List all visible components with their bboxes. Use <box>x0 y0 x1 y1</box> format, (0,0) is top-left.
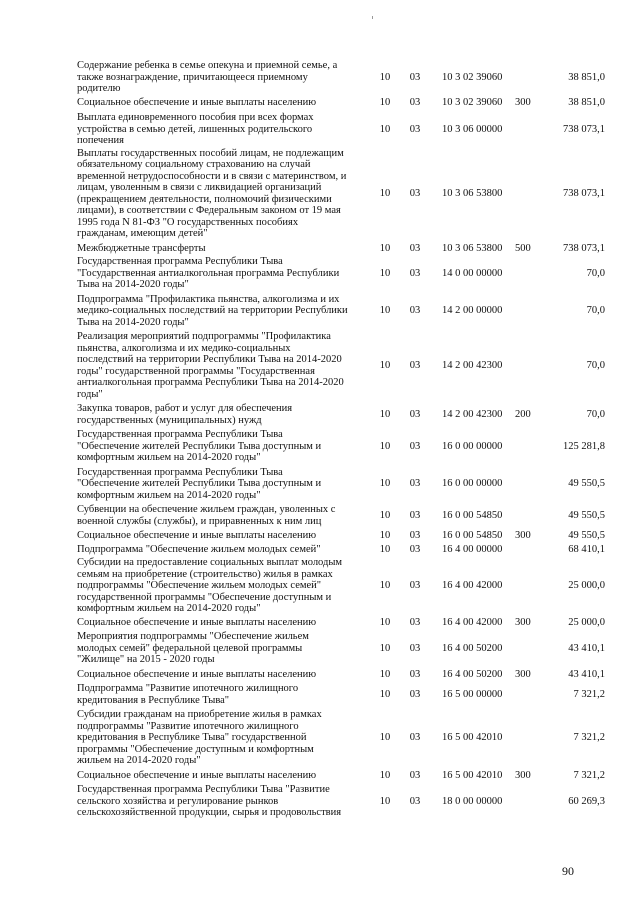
row-csr: 10 3 02 39060 <box>442 71 503 83</box>
table-row <box>0 331 640 400</box>
row-csr: 16 0 00 54850 <box>442 530 503 541</box>
table-row <box>0 784 640 819</box>
row-name: Социальное обеспечение и иные выплаты населению <box>77 668 317 680</box>
row-csr: 16 5 00 42010 <box>442 732 503 743</box>
row-amount: 68 410,1 <box>568 543 605 555</box>
row-name: Субсидии на предоставление социальных выплат молодым семьям на приобретение (строительство) жилья в рамках подпрограммы "Обеспечение жильем молодых семей" государственной программы "Обеспечение доступным и комфортным жильем на 2014-2020 годы" <box>77 557 343 614</box>
table-row <box>0 97 640 109</box>
table-row <box>0 530 640 542</box>
table-row <box>0 683 640 706</box>
table-row <box>0 467 640 502</box>
row-vr: 300 <box>515 668 531 680</box>
row-csr: 10 3 06 00000 <box>442 123 503 135</box>
row-vr: 300 <box>515 616 531 628</box>
row-rz: 10 <box>379 530 391 541</box>
row-amount: 738 073,1 <box>563 242 605 254</box>
row-rz: 10 <box>379 732 391 743</box>
row-pr: 03 <box>409 795 421 807</box>
row-amount: 49 550,5 <box>568 509 605 521</box>
row-amount: 38 851,0 <box>568 71 605 83</box>
row-rz: 10 <box>379 668 391 680</box>
table-row <box>0 294 640 329</box>
table-row <box>0 148 640 240</box>
row-amount: 49 550,5 <box>568 478 605 489</box>
row-csr: 10 3 06 53800 <box>442 187 503 199</box>
table-row <box>0 429 640 464</box>
table-row <box>0 709 640 767</box>
row-rz: 10 <box>379 795 391 807</box>
row-csr: 16 4 00 42000 <box>442 580 503 591</box>
table-row <box>0 60 640 95</box>
row-csr: 16 4 00 50200 <box>442 642 503 654</box>
table-row <box>0 403 640 426</box>
table-row <box>0 557 640 615</box>
row-pr: 03 <box>409 732 421 743</box>
row-rz: 10 <box>379 305 391 316</box>
row-csr: 16 4 00 42000 <box>442 616 503 628</box>
row-name: Социальное обеспечение и иные выплаты населению <box>77 530 317 541</box>
row-name: Субсидии гражданам на приобретение жилья в рамках подпрограммы "Развитие ипотечного жилищного кредитования в Республике Тыва" государственной программы "Обеспечение доступным и комфортным жильем на 2014-2020 годы" <box>77 709 322 766</box>
row-amount: 70,0 <box>586 305 605 316</box>
row-pr: 03 <box>409 668 421 680</box>
row-rz: 10 <box>379 71 391 83</box>
table-row <box>0 617 640 629</box>
row-amount: 738 073,1 <box>563 187 605 199</box>
row-pr: 03 <box>409 580 421 591</box>
table-row <box>0 504 640 527</box>
row-vr: 300 <box>515 96 531 108</box>
row-rz: 10 <box>379 242 391 254</box>
row-pr: 03 <box>409 616 421 628</box>
row-rz: 10 <box>379 616 391 628</box>
row-amount: 38 851,0 <box>568 96 605 108</box>
row-rz: 10 <box>379 267 391 279</box>
row-csr: 16 4 00 00000 <box>442 543 503 555</box>
row-name: Социальное обеспечение и иные выплаты населению <box>77 769 317 781</box>
row-csr: 14 2 00 00000 <box>442 305 503 316</box>
table-row <box>0 669 640 681</box>
row-amount: 60 269,3 <box>568 795 605 807</box>
budget-table <box>0 60 640 821</box>
row-name: Выплата единовременного пособия при всех формах устройства в семью детей, лишенных родительского попечения <box>77 112 314 146</box>
row-name: Подпрограмма "Профилактика пьянства, алкоголизма и их медико-социальных последствий на территории Республики Тыва на 2014-2020 годы" <box>77 293 348 328</box>
table-row <box>0 544 640 556</box>
row-rz: 10 <box>379 408 391 420</box>
row-pr: 03 <box>409 187 421 199</box>
row-rz: 10 <box>379 543 391 555</box>
row-name: Мероприятия подпрограммы "Обеспечение жильем молодых семей" федеральной целевой программы "Жилище" на 2015 - 2020 годы <box>77 631 309 665</box>
row-rz: 10 <box>379 642 391 654</box>
row-pr: 03 <box>409 769 421 781</box>
row-rz: 10 <box>379 688 391 700</box>
row-pr: 03 <box>409 242 421 254</box>
row-csr: 16 5 00 00000 <box>442 688 503 700</box>
row-rz: 10 <box>379 580 391 591</box>
row-name: Государственная программа Республики Тыва "Государственная антиалкогольная программа Республики Тыва на 2014-2020 годы" <box>77 256 340 290</box>
row-name: Реализация мероприятий подпрограммы "Профилактика пьянства, алкоголизма и их медико-социальных последствий на территории Республики Тыва на 2014-2020 годы" государственной программы "Государственная антиалкогольная программа Республики Тыва на 2014-2020 годы" <box>77 331 344 400</box>
row-pr: 03 <box>409 71 421 83</box>
row-csr: 14 2 00 42300 <box>442 408 503 420</box>
row-pr: 03 <box>409 543 421 555</box>
row-csr: 16 5 00 42010 <box>442 769 503 781</box>
row-name: Государственная программа Республики Тыва "Развитие сельского хозяйства и регулирование рынков сельскохозяйственной продукции, сырья и продовольствия <box>77 784 342 818</box>
row-name: Государственная программа Республики Тыва "Обеспечение жителей Республики Тыва доступным и комфортным жильем на 2014-2020 годы" <box>77 429 322 463</box>
row-name: Выплаты государственных пособий лицам, не подлежащим обязательному социальному страхованию на случай временной нетрудоспособности и в связи с материнством, и лицам, уволенным в связи с ликвидацией организаций (прекращением деятельности, полномочий физическими лицами), в соответствии с Федеральным законом от 19 мая 1995 года N 81-ФЗ "О государственных пособиях гражданам, имеющим детей" <box>77 147 347 239</box>
table-row <box>0 112 640 147</box>
row-pr: 03 <box>409 408 421 420</box>
row-amount: 25 000,0 <box>568 580 605 591</box>
row-vr: 300 <box>515 769 531 781</box>
table-row <box>0 631 640 666</box>
row-csr: 16 0 00 00000 <box>442 440 503 452</box>
row-rz: 10 <box>379 478 391 489</box>
row-name: Социальное обеспечение и иные выплаты населению <box>77 96 317 108</box>
row-amount: 70,0 <box>586 359 605 371</box>
row-name: Подпрограмма "Обеспечение жильем молодых семей" <box>77 543 321 555</box>
row-csr: 14 0 00 00000 <box>442 267 503 279</box>
row-amount: 7 321,2 <box>573 688 605 700</box>
row-csr: 18 0 00 00000 <box>442 795 503 807</box>
table-row <box>0 243 640 255</box>
table-row <box>0 256 640 291</box>
row-csr: 14 2 00 42300 <box>442 359 503 371</box>
scan-mark <box>372 16 373 19</box>
row-name: Социальное обеспечение и иные выплаты населению <box>77 616 317 628</box>
row-pr: 03 <box>409 688 421 700</box>
row-pr: 03 <box>409 440 421 452</box>
row-pr: 03 <box>409 305 421 316</box>
row-pr: 03 <box>409 478 421 489</box>
row-amount: 7 321,2 <box>573 732 605 743</box>
row-name: Государственная программа Республики Тыва "Обеспечение жителей Республики Тыва доступным и комфортным жильем на 2014-2020 годы" <box>77 466 322 501</box>
row-name: Субвенции на обеспечение жильем граждан, уволенных с военной службы (службы), и приравненных к ним лиц <box>77 504 336 527</box>
row-rz: 10 <box>379 359 391 371</box>
row-pr: 03 <box>409 96 421 108</box>
row-amount: 49 550,5 <box>568 530 605 541</box>
row-amount: 43 410,1 <box>568 642 605 654</box>
table-row <box>0 770 640 782</box>
row-rz: 10 <box>379 769 391 781</box>
row-csr: 16 0 00 54850 <box>442 509 503 521</box>
row-amount: 43 410,1 <box>568 668 605 680</box>
row-csr: 10 3 06 53800 <box>442 242 503 254</box>
row-name: Межбюджетные трансферты <box>77 242 206 254</box>
row-pr: 03 <box>409 123 421 135</box>
row-vr: 200 <box>515 408 531 420</box>
row-pr: 03 <box>409 267 421 279</box>
row-name: Подпрограмма "Развитие ипотечного жилищного кредитования в Республике Тыва" <box>77 683 299 706</box>
row-rz: 10 <box>379 123 391 135</box>
row-amount: 125 281,8 <box>563 440 605 452</box>
row-rz: 10 <box>379 96 391 108</box>
row-csr: 16 0 00 00000 <box>442 478 503 489</box>
row-pr: 03 <box>409 530 421 541</box>
row-vr: 500 <box>515 242 531 254</box>
row-rz: 10 <box>379 187 391 199</box>
row-pr: 03 <box>409 642 421 654</box>
row-rz: 10 <box>379 440 391 452</box>
row-amount: 738 073,1 <box>563 123 605 135</box>
row-amount: 70,0 <box>586 267 605 279</box>
row-csr: 10 3 02 39060 <box>442 96 503 108</box>
page-number: 90 <box>562 864 574 878</box>
row-csr: 16 4 00 50200 <box>442 668 503 680</box>
row-name: Закупка товаров, работ и услуг для обеспечения государственных (муниципальных) нужд <box>77 403 293 426</box>
row-pr: 03 <box>409 509 421 521</box>
row-vr: 300 <box>515 530 531 541</box>
row-pr: 03 <box>409 359 421 371</box>
row-rz: 10 <box>379 509 391 521</box>
row-amount: 25 000,0 <box>568 616 605 628</box>
row-amount: 70,0 <box>586 408 605 420</box>
row-amount: 7 321,2 <box>573 769 605 781</box>
row-name: Содержание ребенка в семье опекуна и приемной семье, а также вознаграждение, причитающееся приемному родителю <box>77 60 338 94</box>
